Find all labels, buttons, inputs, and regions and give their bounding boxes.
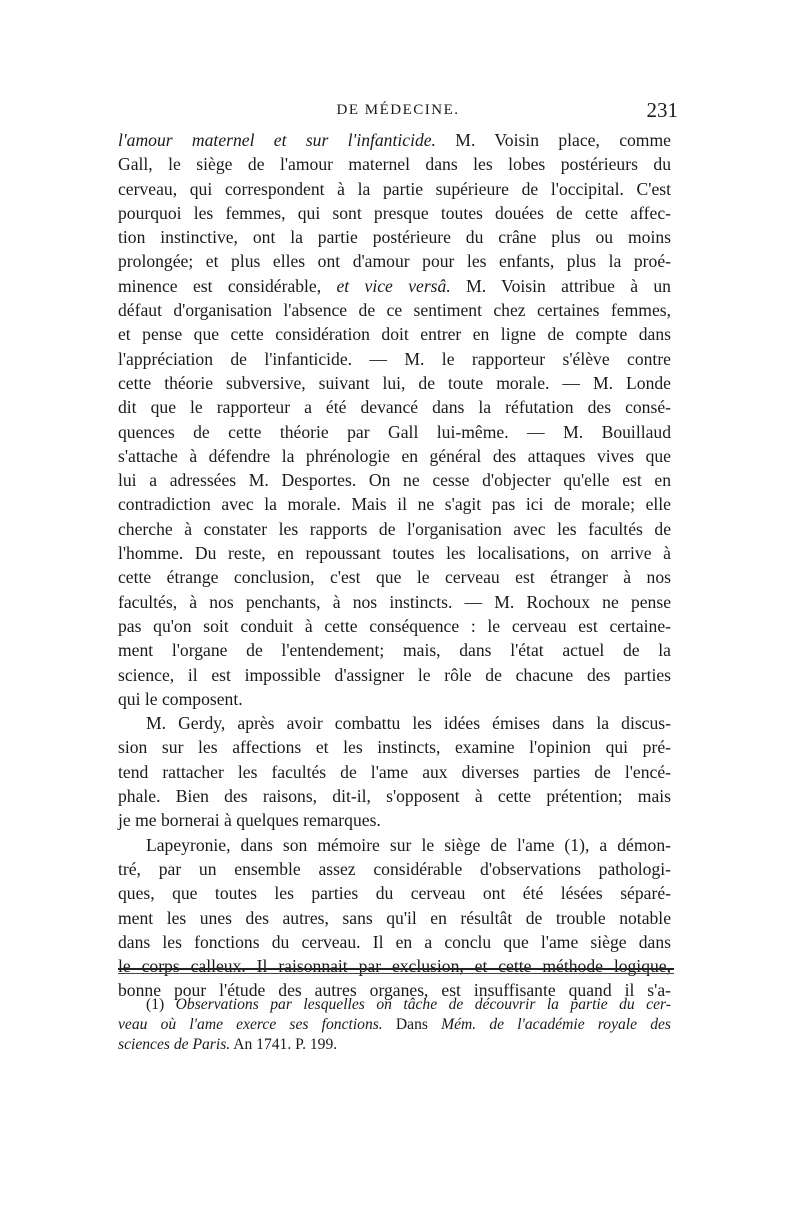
text-segment: M. Gerdy, après avoir combattu les idées émises dans la discus-	[146, 713, 671, 734]
text-segment: quences de cette théorie par Gall lui-même. — M. Bouillaud	[118, 421, 671, 442]
text-line	[118, 371, 671, 395]
text-segment: contradiction avec la morale. Mais il ne s'agit pas ici de morale; elle	[118, 494, 671, 515]
text-line	[118, 322, 671, 346]
text-segment: cerveau, qui correspondent à la partie supérieure de l'occipital. C'est	[118, 178, 671, 199]
text-line	[118, 808, 671, 832]
italic-text: veau où l'ame exerce ses fonctions.	[118, 1016, 383, 1033]
text-line	[118, 906, 671, 930]
text-segment: tend rattacher les facultés de l'ame aux diverses parties de l'encé-	[118, 761, 671, 782]
text-line	[118, 565, 671, 589]
text-segment: s'attache à défendre la phrénologie en général des attaques vives que	[118, 445, 671, 466]
footnote	[118, 995, 671, 1055]
text-line	[118, 395, 671, 419]
text-segment: bonne pour l'étude des autres organes, est insuffisante quand il s'a-	[118, 980, 671, 1001]
footnote-line	[118, 995, 671, 1015]
text-line	[118, 249, 671, 273]
text-line	[118, 541, 671, 565]
text-line	[118, 857, 671, 881]
text-segment: qui le composent.	[118, 688, 243, 709]
footnote-line	[118, 1015, 671, 1035]
text-line	[118, 760, 671, 784]
text-line	[118, 954, 671, 978]
text-line	[118, 177, 671, 201]
text-line	[118, 225, 671, 249]
text-segment: dans les fonctions du cerveau. Il en a conclu que l'ame siège dans	[118, 931, 671, 952]
text-segment: l'homme. Du reste, en repoussant toutes les localisations, on arrive à	[118, 543, 671, 564]
text-segment: prolongée; et plus elles ont d'amour pour les enfants, plus la proé-	[118, 251, 671, 272]
text-line	[118, 735, 671, 759]
text-line	[118, 590, 671, 614]
text-segment: le corps calleux. Il raisonnait par exclusion, et cette méthode logique,	[118, 956, 671, 977]
footnote-line	[118, 1035, 671, 1055]
text-line	[118, 468, 671, 492]
text-segment: Gall, le siège de l'amour maternel dans les lobes postérieurs du	[118, 154, 671, 175]
text-line	[118, 930, 671, 954]
italic-text: l'amour maternel et sur l'infanticide.	[118, 130, 436, 150]
text-segment: M. Voisin attribue à un	[450, 275, 671, 296]
text-segment: pas qu'on soit conduit à cette conséquence : le cerveau est certaine-	[118, 615, 671, 636]
text-segment: tré, par un ensemble assez considérable d'observations pathologi-	[118, 858, 671, 879]
text-segment: M. Voisin place, comme	[435, 130, 671, 150]
text-segment: cherche à constater les rapports de l'organisation avec les facultés de	[118, 518, 671, 539]
text-line	[118, 614, 671, 638]
text-line	[118, 420, 671, 444]
text-segment: cette étrange conclusion, c'est que le cerveau est étranger à nos	[118, 567, 671, 588]
italic-text: Observations par lesquelles on tâche de découvrir la partie du cer-	[175, 996, 671, 1013]
page-number: 231	[646, 98, 678, 122]
text-line	[118, 492, 671, 516]
footnote-divider-thin	[118, 973, 674, 974]
text-segment: ment l'organe de l'entendement; mais, dans l'état actuel de la	[118, 640, 671, 661]
body-text	[118, 128, 671, 1003]
text-line	[118, 663, 671, 687]
text-line	[118, 711, 671, 735]
text-line	[118, 881, 671, 905]
text-line	[118, 444, 671, 468]
text-line	[118, 833, 671, 857]
text-segment: lui a adressées M. Desportes. On ne cesse d'objecter qu'elle est en	[118, 470, 671, 491]
text-segment: cette théorie subversive, suivant lui, de toute morale. — M. Londe	[118, 372, 671, 393]
text-segment: pourquoi les femmes, qui sont presque toutes douées de cette affec-	[118, 202, 671, 223]
text-segment: défaut d'organisation l'absence de ce sentiment chez certaines femmes,	[118, 300, 671, 321]
text-line	[118, 784, 671, 808]
italic-text: et vice versâ.	[336, 275, 451, 296]
text-segment: l'appréciation de l'infanticide. — M. le rapporteur s'élève contre	[118, 348, 671, 369]
running-title: DE MÉDECINE.	[336, 102, 460, 118]
text-segment: science, il est impossible d'assigner le rôle de chacune des parties	[118, 664, 671, 685]
footnote-divider	[118, 968, 674, 970]
text-line	[118, 347, 671, 371]
text-segment: je me bornerai à quelques remarques.	[118, 810, 381, 831]
text-line	[118, 128, 671, 152]
text-segment: Dans	[382, 1016, 442, 1033]
text-line	[118, 298, 671, 322]
text-line	[118, 201, 671, 225]
italic-text: Mém. de l'académie royale des	[441, 1016, 671, 1033]
text-segment: An 1741. P. 199.	[230, 1036, 338, 1053]
text-segment: minence est considérable,	[118, 275, 337, 296]
text-segment: (1)	[146, 996, 176, 1013]
text-segment: ques, que toutes les parties du cerveau ont été lésées séparé-	[118, 883, 671, 904]
text-segment: phale. Bien des raisons, dit-il, s'opposent à cette prétention; mais	[118, 786, 671, 807]
page-header	[118, 98, 678, 124]
text-line	[118, 638, 671, 662]
text-line	[118, 274, 671, 298]
text-line	[118, 517, 671, 541]
text-segment: facultés, à nos penchants, à nos instincts. — M. Rochoux ne pense	[118, 591, 671, 612]
text-segment: ment les unes des autres, sans qu'il en résultât de trouble notable	[118, 907, 671, 928]
text-line	[118, 152, 671, 176]
text-line	[118, 687, 671, 711]
italic-text: sciences de Paris.	[118, 1036, 231, 1053]
text-segment: tion instinctive, ont la partie postérieure du crâne plus ou moins	[118, 227, 671, 248]
text-segment: sion sur les affections et les instincts, examine l'opinion qui pré-	[118, 737, 671, 758]
text-segment: et pense que cette considération doit entrer en ligne de compte dans	[118, 324, 671, 345]
text-segment: Lapeyronie, dans son mémoire sur le siège de l'ame (1), a démon-	[146, 834, 671, 855]
text-segment: dit que le rapporteur a été devancé dans la réfutation des consé-	[118, 397, 671, 418]
